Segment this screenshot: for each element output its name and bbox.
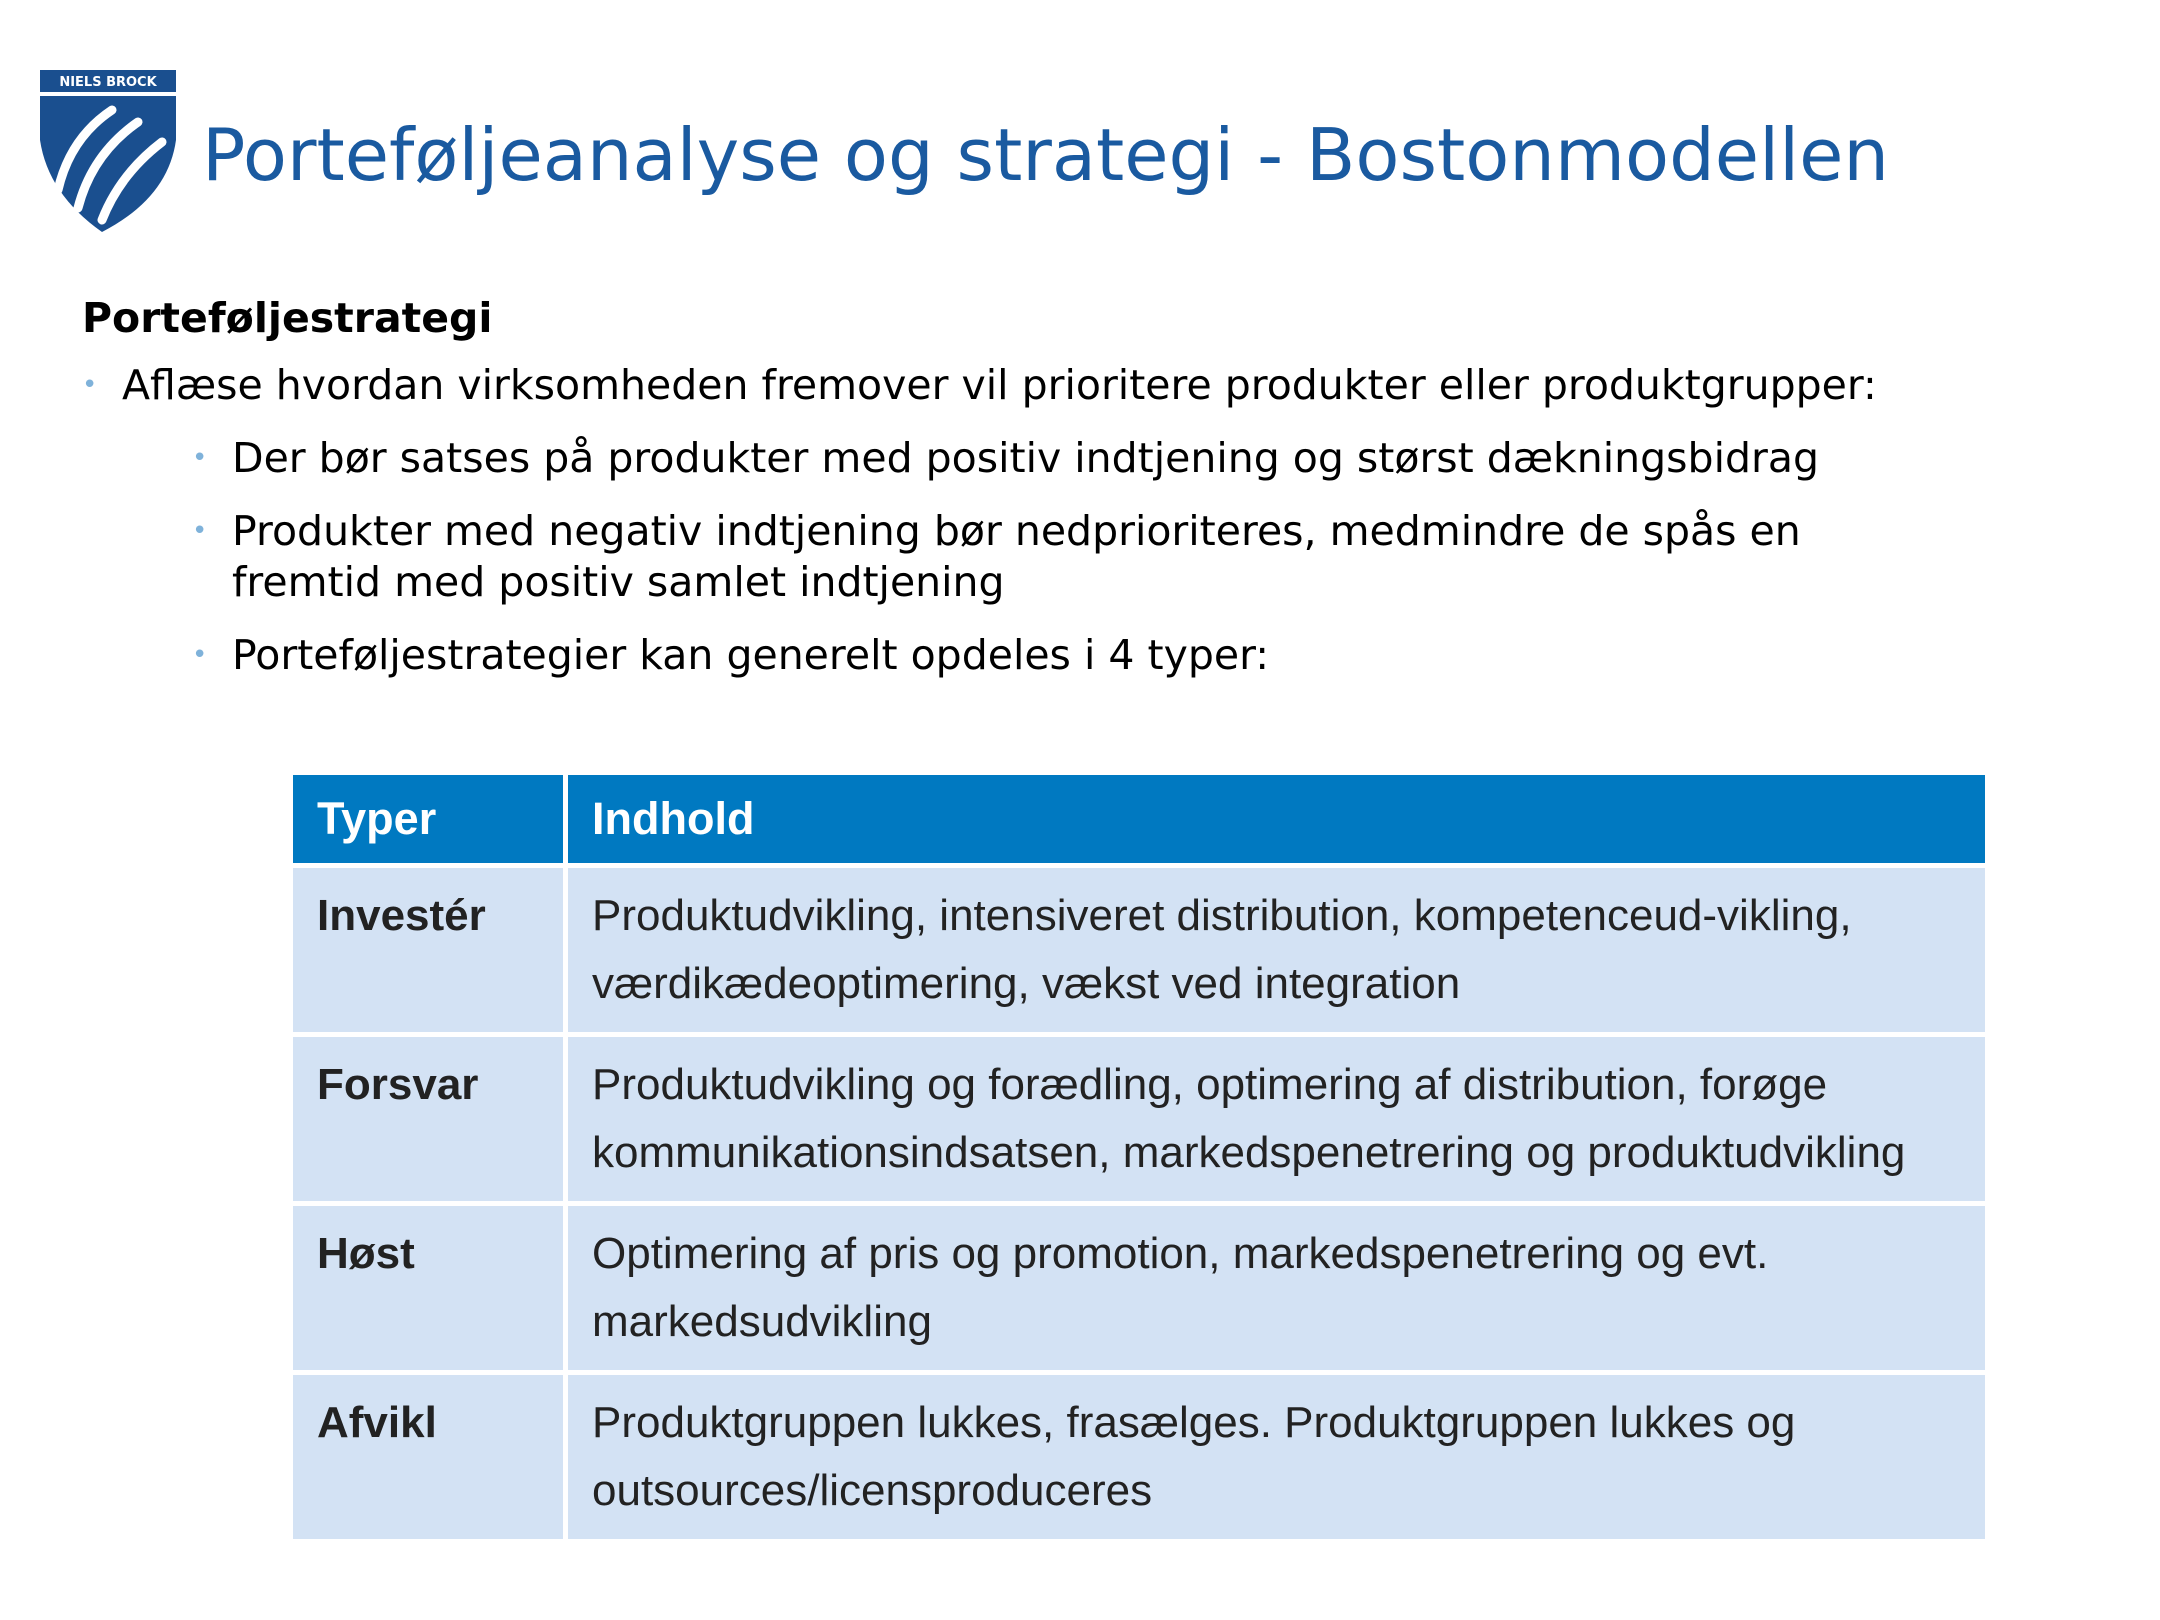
section-heading: Porteføljestrategi xyxy=(82,294,493,342)
type-cell: Forsvar xyxy=(291,1035,566,1204)
table-row xyxy=(291,866,1988,1035)
content-cell: Produktgruppen lukkes, frasælges. Produktgruppen lukkes og outsources/licensproduceres xyxy=(566,1373,1988,1542)
content-cell: Optimering af pris og promotion, markedspenetrering og evt. markedsudvikling xyxy=(566,1204,1988,1373)
type-cell: Høst xyxy=(291,1204,566,1373)
logo-text: NIELS BROCK xyxy=(59,75,157,90)
sub-bullet-text: Porteføljestrategier kan generelt opdeles i 4 typer: xyxy=(232,631,1270,679)
slide-content xyxy=(82,290,2082,703)
bullet-text: Aflæse hvordan virksomheden fremover vil prioritere produkter eller produktgrupper: xyxy=(122,361,1877,409)
slide-title: Porteføljeanalyse og strategi - Bostonmodellen xyxy=(202,113,1890,197)
niels-brock-logo xyxy=(40,70,176,232)
content-cell: Produktudvikling og forædling, optimering af distribution, forøge kommunikationsindsatsen, markedspenetrering og produktudvikling xyxy=(566,1035,1988,1204)
table-header-row xyxy=(291,773,1988,866)
column-header-typer: Typer xyxy=(291,773,566,866)
bullet-dot-icon: • xyxy=(192,640,208,670)
bullet-dot-icon: • xyxy=(82,370,98,400)
strategy-table xyxy=(288,770,1990,1544)
type-cell: Investér xyxy=(291,866,566,1035)
type-cell: Afvikl xyxy=(291,1373,566,1542)
bullet-item xyxy=(82,360,2082,411)
bullet-dot-icon: • xyxy=(192,516,208,546)
table-row xyxy=(291,1204,1988,1373)
table-row xyxy=(291,1035,1988,1204)
bullet-dot-icon: • xyxy=(192,443,208,473)
sub-bullet-item xyxy=(82,506,1932,608)
table-row xyxy=(291,1373,1988,1542)
sub-bullet-text: Produkter med negativ indtjening bør nedprioriteres, medmindre de spås en fremtid med positiv samlet indtjening xyxy=(232,507,1801,606)
sub-bullet-item xyxy=(82,433,1932,484)
content-cell: Produktudvikling, intensiveret distribution, kompetenceud-vikling, værdikædeoptimering, vækst ved integration xyxy=(566,866,1988,1035)
column-header-indhold: Indhold xyxy=(566,773,1988,866)
sub-bullet-text: Der bør satses på produkter med positiv indtjening og størst dækningsbidrag xyxy=(232,434,1819,482)
sub-bullet-item xyxy=(82,630,1932,681)
